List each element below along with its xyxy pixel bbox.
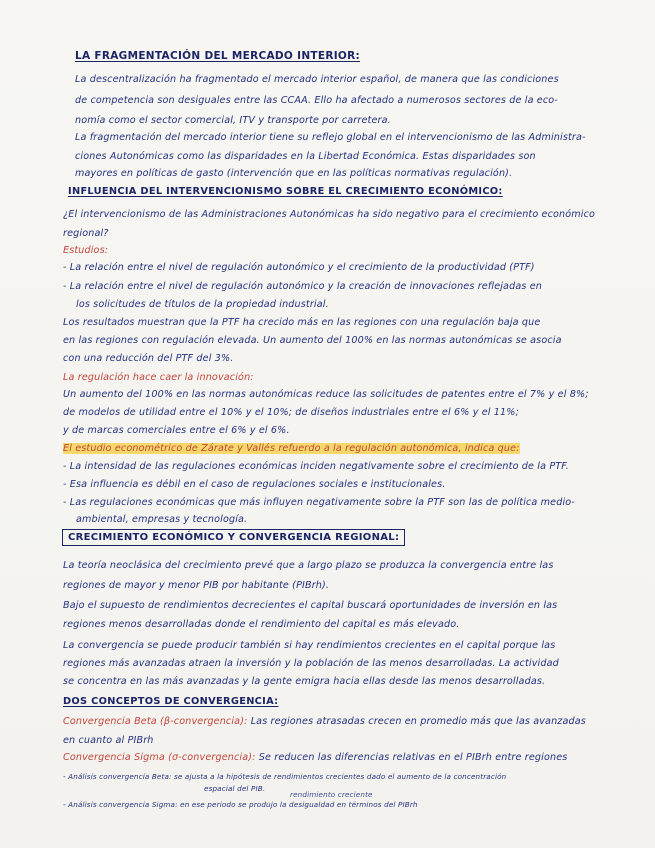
text-line: en cuanto al PIBrh — [63, 735, 154, 746]
text-line: y de marcas comerciales entre el 6% y el 6%. — [63, 425, 290, 436]
innovation-label: La regulación hace caer la innovación: — [63, 372, 254, 383]
text-line: La teoría neoclásica del crecimiento prevé que a largo plazo se produzca la convergencia entre las — [63, 560, 554, 571]
text-line: de modelos de utilidad entre el 10% y el 10%; de diseños industriales entre el 6% y el 11%; — [63, 407, 519, 418]
text-line: La convergencia se puede producir también si hay rendimientos crecientes en el capital porque las — [63, 640, 556, 651]
list-item-continuation: espacial del PIB. — [204, 784, 266, 793]
text-line: regiones menos desarrolladas donde el rendimiento del capital es más elevado. — [63, 619, 460, 630]
list-item: los solicitudes de títulos de la propiedad industrial. — [76, 299, 329, 310]
beta-definition — [63, 716, 586, 727]
margin-note: rendimiento creciente — [290, 790, 373, 799]
text-line: de competencia son desiguales entre las CCAA. Ello ha afectado a numerosos sectores de la eco- — [75, 95, 558, 106]
list-item: - Análisis convergencia Sigma: en ese periodo se produjo la desigualdad en términos del PIBrh — [63, 800, 418, 809]
list-item: - Las regulaciones económicas que más influyen negativamente sobre la PTF son las de política medio- — [63, 497, 575, 508]
text-line: Los resultados muestran que la PTF ha crecido más en las regiones con una regulación baja que — [63, 317, 541, 328]
text-line: ¿El intervencionismo de las Administraciones Autonómicas ha sido negativo para el crecimiento económico — [63, 209, 596, 220]
text-line: La descentralización ha fragmentado el mercado interior español, de manera que las condiciones — [75, 74, 559, 85]
estudios-label: Estudios: — [63, 245, 109, 256]
sigma-text: Se reducen las diferencias relativas en el PIBrh entre regiones — [258, 752, 568, 763]
text-line: Un aumento del 100% en las normas autonómicas reduce las solicitudes de patentes entre el 7% y el 8%; — [63, 389, 589, 400]
beta-text: Las regiones atrasadas crecen en promedio más que las avanzadas — [250, 716, 586, 727]
sigma-definition — [63, 752, 567, 763]
text-line: mayores en políticas de gasto (intervención que en las políticas normativas regulación). — [75, 168, 513, 179]
list-item: - La relación entre el nivel de regulación autonómico y la creación de innovaciones reflejadas en — [63, 281, 542, 292]
text-line: La fragmentación del mercado interior tiene su reflejo global en el intervencionismo de las Administra- — [75, 132, 586, 143]
list-item: - La intensidad de las regulaciones económicas inciden negativamente sobre el crecimiento de la PTF. — [63, 461, 569, 472]
study-label — [63, 443, 520, 454]
section-title-convergencia-regional: CRECIMIENTO ECONÓMICO Y CONVERGENCIA REGIONAL: — [62, 529, 405, 546]
sigma-label: Convergencia Sigma (σ-convergencia): — [63, 752, 256, 763]
section-title-fragmentation: LA FRAGMENTACIÓN DEL MERCADO INTERIOR: — [75, 50, 361, 62]
text-line: regional? — [63, 228, 109, 239]
list-item: - La relación entre el nivel de regulación autonómico y el crecimiento de la productividad (PTF) — [63, 262, 535, 273]
text-line: Bajo el supuesto de rendimientos decrecientes el capital buscará oportunidades de inversión en las — [63, 600, 558, 611]
list-item: ambiental, empresas y tecnología. — [76, 514, 248, 525]
list-item: - Esa influencia es débil en el caso de regulaciones sociales e institucionales. — [63, 479, 446, 490]
list-item: - Análisis convergencia Beta: se ajusta a la hipótesis de rendimientos crecientes dado el aumento de la concentración — [63, 772, 507, 781]
text-line: con una reducción del PTF del 3%. — [63, 353, 234, 364]
text-line: ciones Autonómicas como las disparidades en la Libertad Económica. Estas disparidades son — [75, 151, 536, 162]
text-line: se concentra en las más avanzadas y la gente emigra hacia ellas desde las menos desarrolladas. — [63, 676, 546, 687]
study-label-text: El estudio econométrico de Zárate y Vallés refuerdo a la regulación autonómica, indica que: — [63, 443, 520, 454]
text-line: nomía como el sector comercial, ITV y transporte por carretera. — [75, 115, 391, 126]
text-line: regiones de mayor y menor PIB por habitante (PIBrh). — [63, 580, 330, 591]
section-title-intervencionismo: INFLUENCIA DEL INTERVENCIONISMO SOBRE EL CRECIMIENTO ECONÓMICO: — [68, 186, 503, 197]
beta-label: Convergencia Beta (β-convergencia): — [63, 716, 248, 727]
text-line: regiones más avanzadas atraen la inversión y la población de las menos desarrolladas. La actividad — [63, 658, 559, 669]
section-title-dos-conceptos: DOS CONCEPTOS DE CONVERGENCIA: — [63, 696, 279, 707]
text-line: en las regiones con regulación elevada. Un aumento del 100% en las normas autonómicas se asocia — [63, 335, 562, 346]
